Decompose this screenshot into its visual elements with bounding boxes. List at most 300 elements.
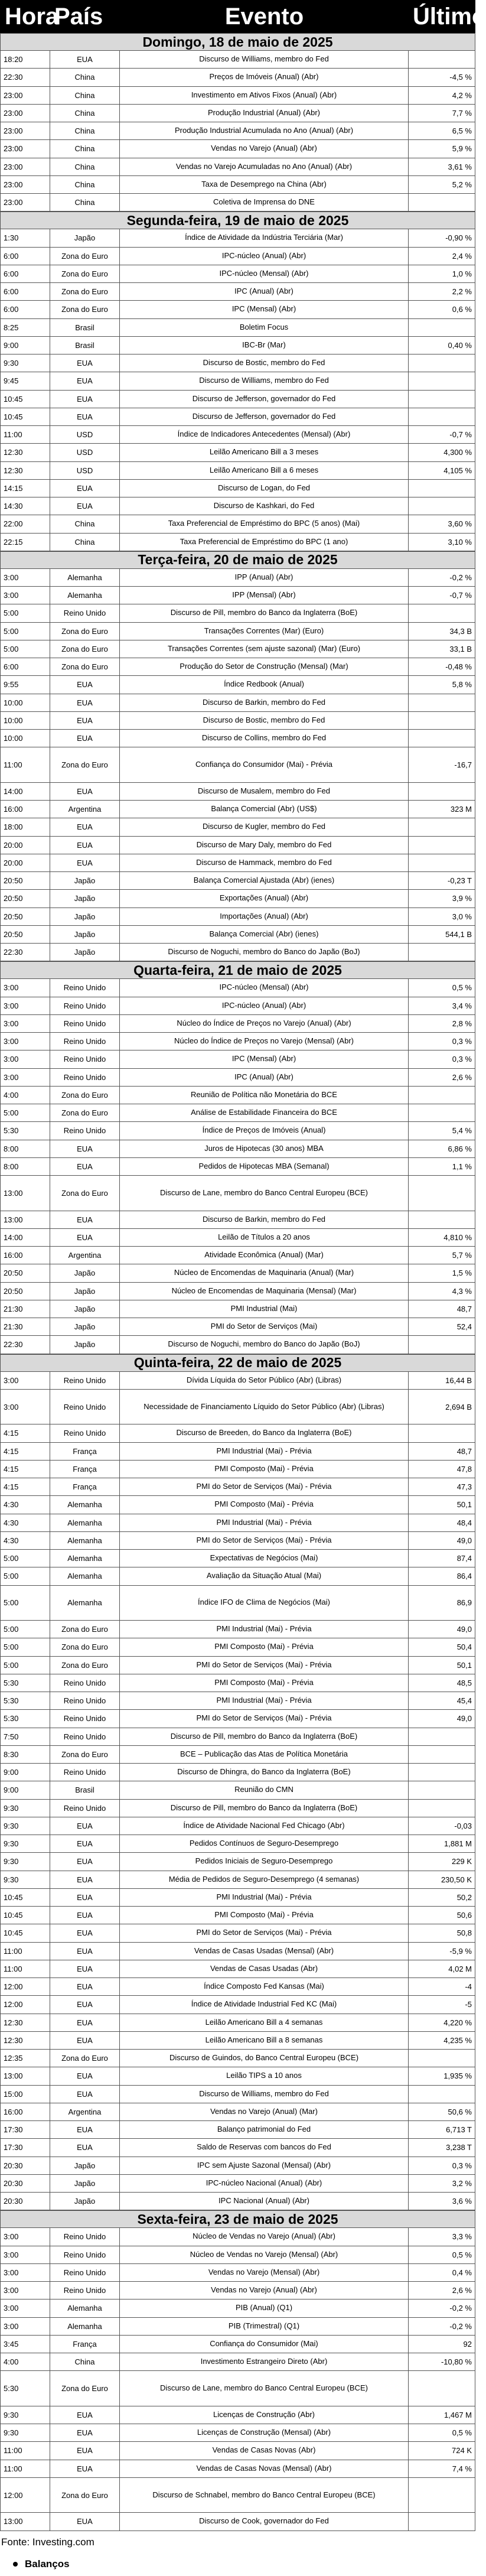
table-row <box>0 2246 475 2264</box>
event-time: 9:00 <box>1 337 50 354</box>
event-last-value: -0,2 % <box>449 2321 472 2331</box>
event-name: Núcleo de Vendas no Varejo (Anual) (Abr) <box>120 2228 409 2245</box>
event-last-value: 3,61 % <box>448 162 472 171</box>
event-time: 5:30 <box>1 1674 50 1692</box>
event-last-value: 0,4 % <box>452 2268 472 2277</box>
event-country: Reino Unido <box>50 1122 120 1139</box>
event-country: Zona do Euro <box>50 640 120 658</box>
event-last-value: 49,0 <box>456 1714 472 1723</box>
event-last-value: 50,1 <box>456 1660 472 1670</box>
event-country: EUA <box>50 1853 120 1870</box>
event-time: 10:45 <box>1 1889 50 1906</box>
event-name: Licenças de Construção (Mensal) (Abr) <box>120 2424 409 2441</box>
event-time: 11:00 <box>1 426 50 443</box>
event-time: 3:00 <box>1 2264 50 2281</box>
event-name: Discurso de Pill, membro do Banco da Inglaterra (BoE) <box>120 1728 409 1745</box>
table-row <box>0 2228 475 2246</box>
event-name: IPP (Anual) (Abr) <box>120 569 409 586</box>
event-name: IPC-núcleo (Mensal) (Abr) <box>120 265 409 282</box>
table-row <box>0 2318 475 2336</box>
event-country: EUA <box>50 51 120 68</box>
event-country: China <box>50 194 120 211</box>
event-name: PMI Industrial (Mai) - Prévia <box>120 1692 409 1709</box>
event-last-value: 2,6 % <box>452 2286 472 2295</box>
event-country: EUA <box>50 408 120 425</box>
event-country: Japão <box>50 2175 120 2192</box>
event-time: 5:00 <box>1 1104 50 1121</box>
event-time: 9:00 <box>1 1764 50 1781</box>
event-last-value <box>409 1104 475 1121</box>
event-time: 20:50 <box>1 1264 50 1282</box>
event-time: 9:30 <box>1 354 50 372</box>
day-heading: Domingo, 18 de maio de 2025 <box>0 33 475 51</box>
event-time: 4:30 <box>1 1514 50 1531</box>
event-country: Zona do Euro <box>50 283 120 300</box>
event-last-value: 724 K <box>452 2446 472 2455</box>
table-row <box>0 1336 475 1354</box>
event-last-value <box>409 1800 475 1817</box>
event-name: Discurso de Jefferson, governador do Fed <box>120 391 409 408</box>
table-row <box>0 997 475 1015</box>
event-country: EUA <box>50 1924 120 1941</box>
event-last-value: 5,7 % <box>452 1251 472 1260</box>
event-name: Balança Comercial Ajustada (Abr) (ienes) <box>120 872 409 889</box>
event-country: EUA <box>50 2067 120 2084</box>
event-country: Japão <box>50 908 120 925</box>
event-name: Discurso de Logan, do Fed <box>120 480 409 497</box>
table-row <box>0 176 475 194</box>
event-time: 9:30 <box>1 1800 50 1817</box>
table-row <box>0 1674 475 1692</box>
event-country: Zona do Euro <box>50 1746 120 1763</box>
event-last-value: 50,8 <box>456 1928 472 1938</box>
event-last-value <box>409 1176 475 1211</box>
event-name: Expectativas de Negócios (Mai) <box>120 1550 409 1567</box>
event-time: 8:00 <box>1 1140 50 1157</box>
event-country: Brasil <box>50 319 120 336</box>
event-name: Discurso de Lane, membro do Banco Central Europeu (BCE) <box>120 1176 409 1211</box>
table-row <box>0 1140 475 1158</box>
event-name: Produção do Setor de Construção (Mensal) (Mar) <box>120 658 409 675</box>
event-last-value <box>409 2478 475 2513</box>
table-row <box>0 2103 475 2121</box>
event-name: Boletim Focus <box>120 319 409 336</box>
event-name: Necessidade de Financiamento Líquido do Setor Público (Abr) (Libras) <box>120 1390 409 1424</box>
event-country: Japão <box>50 1318 120 1335</box>
event-name: Índice Redbook (Anual) <box>120 676 409 693</box>
table-row <box>0 1033 475 1050</box>
event-country: Alemanha <box>50 1514 120 1531</box>
event-country: Alemanha <box>50 1550 120 1567</box>
event-country: EUA <box>50 1907 120 1924</box>
event-country: Alemanha <box>50 2318 120 2335</box>
table-row <box>0 1586 475 1621</box>
event-last-value: 2,8 % <box>452 1019 472 1028</box>
event-country: Reino Unido <box>50 1069 120 1086</box>
event-time: 12:00 <box>1 1996 50 2013</box>
event-name: Vendas de Casas Novas (Mensal) (Abr) <box>120 2460 409 2477</box>
event-time: 13:00 <box>1 1176 50 1211</box>
event-last-value: 0,6 % <box>452 305 472 314</box>
event-time: 3:00 <box>1 979 50 996</box>
event-last-value: 323 M <box>450 805 472 814</box>
event-time: 6:00 <box>1 658 50 675</box>
event-time: 5:00 <box>1 604 50 622</box>
event-name: Reunião do CMN <box>120 1781 409 1798</box>
event-name: Discurso de Breeden, do Banco da Inglaterra (BoE) <box>120 1424 409 1442</box>
event-country: Japão <box>50 1264 120 1282</box>
event-country: EUA <box>50 818 120 835</box>
event-time: 22:15 <box>1 534 50 551</box>
event-name: Importações (Anual) (Abr) <box>120 908 409 925</box>
event-last-value: 7,4 % <box>452 2464 472 2473</box>
event-name: Leilão Americano Bill a 6 meses <box>120 462 409 479</box>
event-time: 3:00 <box>1 1069 50 1086</box>
table-row <box>0 979 475 997</box>
event-last-value: 34,3 B <box>449 626 472 636</box>
event-last-value <box>409 818 475 835</box>
event-last-value <box>409 1781 475 1798</box>
event-time: 22:30 <box>1 944 50 961</box>
table-row <box>0 1764 475 1781</box>
event-time: 13:00 <box>1 2067 50 2084</box>
footer <box>0 2535 475 2576</box>
table-row <box>0 337 475 354</box>
event-country: Reino Unido <box>50 1390 120 1424</box>
event-country: Zona do Euro <box>50 248 120 265</box>
event-time: 1:30 <box>1 229 50 246</box>
event-last-value <box>409 2050 475 2067</box>
event-country: França <box>50 1443 120 1460</box>
event-name: Leilão de Títulos a 20 anos <box>120 1229 409 1246</box>
table-row <box>0 1943 475 1960</box>
event-time: 11:00 <box>1 747 50 782</box>
event-time: 12:35 <box>1 2050 50 2067</box>
event-time: 12:30 <box>1 462 50 479</box>
event-time: 3:45 <box>1 2336 50 2353</box>
table-row <box>0 1478 475 1496</box>
event-last-value <box>409 694 475 711</box>
event-time: 9:30 <box>1 1853 50 1870</box>
footer-list-item <box>13 2558 475 2570</box>
event-time: 16:00 <box>1 2103 50 2120</box>
table-row <box>0 747 475 783</box>
event-time: 4:15 <box>1 1443 50 1460</box>
event-time: 6:00 <box>1 301 50 318</box>
event-name: Análise de Estabilidade Financeira do BCE <box>120 1104 409 1121</box>
event-country: Japão <box>50 926 120 943</box>
event-last-value: 1,0 % <box>452 269 472 278</box>
event-name: IPC Nacional (Anual) (Abr) <box>120 2193 409 2210</box>
table-row <box>0 1924 475 1942</box>
calendar-header <box>0 0 486 33</box>
event-name: IPC (Anual) (Abr) <box>120 283 409 300</box>
event-name: IPC (Mensal) (Abr) <box>120 1050 409 1068</box>
event-country: China <box>50 176 120 193</box>
table-row <box>0 497 475 515</box>
event-country: China <box>50 2353 120 2370</box>
event-name: Transações Correntes (sem ajuste sazonal) (Mar) (Euro) <box>120 640 409 658</box>
table-row <box>0 1800 475 1817</box>
table-row <box>0 1247 475 1264</box>
event-name: Vendas no Varejo (Anual) (Abr) <box>120 140 409 157</box>
table-row <box>0 1638 475 1656</box>
event-last-value: 45,4 <box>456 1696 472 1706</box>
event-country: EUA <box>50 730 120 747</box>
event-country: EUA <box>50 2424 120 2441</box>
event-last-value: 48,7 <box>456 1304 472 1313</box>
event-country: China <box>50 140 120 157</box>
event-country: Brasil <box>50 337 120 354</box>
table-row <box>0 837 475 854</box>
event-last-value: 0,3 % <box>452 1037 472 1046</box>
event-time: 8:25 <box>1 319 50 336</box>
table-row <box>0 1050 475 1068</box>
event-country: EUA <box>50 372 120 389</box>
table-row <box>0 462 475 480</box>
table-row <box>0 1390 475 1425</box>
event-name: Vendas de Casas Novas (Abr) <box>120 2442 409 2459</box>
event-last-value <box>409 480 475 497</box>
event-last-value: 4,810 % <box>443 1232 472 1242</box>
event-time: 3:00 <box>1 2282 50 2299</box>
table-row <box>0 623 475 640</box>
table-row <box>0 1550 475 1567</box>
event-country: Zona do Euro <box>50 1176 120 1211</box>
event-country: Zona do Euro <box>50 747 120 782</box>
event-country: China <box>50 515 120 532</box>
event-last-value <box>409 783 475 800</box>
event-name: Reunião de Política não Monetária do BCE <box>120 1087 409 1104</box>
event-last-value <box>409 1764 475 1781</box>
event-time: 9:55 <box>1 676 50 693</box>
event-name: Juros de Hipotecas (30 anos) MBA <box>120 1140 409 1157</box>
event-time: 14:00 <box>1 1229 50 1246</box>
event-time: 13:00 <box>1 1211 50 1228</box>
event-country: Japão <box>50 890 120 907</box>
event-name: Discurso de Kashkari, do Fed <box>120 497 409 515</box>
event-name: PMI Composto (Mai) - Prévia <box>120 1907 409 1924</box>
event-country: China <box>50 534 120 551</box>
event-name: Discurso de Williams, membro do Fed <box>120 51 409 68</box>
event-last-value: -0,03 <box>454 1821 472 1830</box>
event-country: EUA <box>50 391 120 408</box>
event-last-value: 6,713 T <box>446 2125 472 2135</box>
event-time: 3:00 <box>1 997 50 1014</box>
event-last-value: -0,7 % <box>449 430 472 440</box>
event-time: 7:50 <box>1 1728 50 1745</box>
table-row <box>0 676 475 694</box>
table-row <box>0 2282 475 2299</box>
event-last-value: 50,4 <box>456 1642 472 1652</box>
event-country: Argentina <box>50 1247 120 1264</box>
event-last-value: 49,0 <box>456 1536 472 1545</box>
event-name: Discurso de Pill, membro do Banco da Inglaterra (BoE) <box>120 1800 409 1817</box>
event-last-value: 5,2 % <box>452 180 472 189</box>
event-country: EUA <box>50 2032 120 2049</box>
event-name: Discurso de Hammack, membro do Fed <box>120 854 409 871</box>
table-row <box>0 87 475 105</box>
event-time: 17:30 <box>1 2121 50 2138</box>
table-row <box>0 783 475 801</box>
event-time: 5:00 <box>1 640 50 658</box>
table-row <box>0 1264 475 1282</box>
table-row <box>0 1532 475 1550</box>
event-last-value: 4,02 M <box>448 1964 472 1973</box>
event-country: China <box>50 87 120 104</box>
event-last-value: 92 <box>463 2339 472 2349</box>
event-name: Discurso de Collins, membro do Fed <box>120 730 409 747</box>
event-name: Discurso de Barkin, membro do Fed <box>120 694 409 711</box>
table-row <box>0 229 475 247</box>
event-country: China <box>50 105 120 122</box>
event-country: EUA <box>50 354 120 372</box>
table-row <box>0 712 475 730</box>
event-name: Leilão Americano Bill a 4 semanas <box>120 2014 409 2031</box>
table-row <box>0 587 475 604</box>
table-row <box>0 2157 475 2175</box>
event-time: 18:00 <box>1 818 50 835</box>
event-country: Reino Unido <box>50 1050 120 1068</box>
event-time: 11:00 <box>1 1960 50 1977</box>
event-country: Reino Unido <box>50 1033 120 1050</box>
event-last-value: 1,935 % <box>443 2071 472 2081</box>
event-country: Zona do Euro <box>50 301 120 318</box>
event-country: Alemanha <box>50 1496 120 1513</box>
event-name: Vendas de Casas Usadas (Mensal) (Abr) <box>120 1943 409 1960</box>
table-row <box>0 1871 475 1889</box>
event-last-value: 1,5 % <box>452 1269 472 1278</box>
event-last-value: -4,5 % <box>449 73 472 82</box>
event-name: Discurso de Noguchi, membro do Banco do Japão (BoJ) <box>120 944 409 961</box>
table-row <box>0 480 475 497</box>
event-country: EUA <box>50 2442 120 2459</box>
event-name: Confiança do Consumidor (Mai) <box>120 2336 409 2353</box>
header-time: Hora <box>5 3 59 30</box>
event-name: Discurso de Bostic, membro do Fed <box>120 354 409 372</box>
table-row <box>0 1122 475 1140</box>
event-country: EUA <box>50 2014 120 2031</box>
event-country: EUA <box>50 1211 120 1228</box>
event-last-value <box>409 1211 475 1228</box>
event-country: Reino Unido <box>50 1372 120 1389</box>
table-row <box>0 818 475 836</box>
event-name: Balanço patrimonial do Fed <box>120 2121 409 2138</box>
header-country: País <box>54 3 103 30</box>
event-country: Reino Unido <box>50 1764 120 1781</box>
event-name: Índice de Atividade da Indústria Terciária (Mar) <box>120 229 409 246</box>
event-country: Zona do Euro <box>50 1638 120 1655</box>
table-row <box>0 2193 475 2210</box>
event-country: EUA <box>50 1871 120 1888</box>
table-row <box>0 1996 475 2014</box>
event-name: Discurso de Jefferson, governador do Fed <box>120 408 409 425</box>
event-last-value <box>409 1728 475 1745</box>
event-country: Zona do Euro <box>50 623 120 640</box>
event-last-value <box>409 354 475 372</box>
event-time: 4:00 <box>1 2353 50 2370</box>
event-country: Zona do Euro <box>50 2478 120 2513</box>
event-name: Exportações (Anual) (Abr) <box>120 890 409 907</box>
event-last-value: 16,44 B <box>445 1375 472 1385</box>
event-time: 8:00 <box>1 1158 50 1175</box>
event-country: Reino Unido <box>50 1800 120 1817</box>
event-last-value: 48,5 <box>456 1678 472 1687</box>
table-row <box>0 2336 475 2353</box>
table-row <box>0 801 475 818</box>
event-time: 10:45 <box>1 391 50 408</box>
event-name: PMI Industrial (Mai) - Prévia <box>120 1514 409 1531</box>
table-row <box>0 2050 475 2067</box>
event-time: 5:30 <box>1 1710 50 1727</box>
event-last-value: 52,4 <box>456 1322 472 1332</box>
event-time: 22:00 <box>1 515 50 532</box>
event-name: Leilão Americano Bill a 8 semanas <box>120 2032 409 2049</box>
event-last-value: 3,2 % <box>452 2178 472 2188</box>
table-row <box>0 640 475 658</box>
table-row <box>0 444 475 461</box>
event-country: Reino Unido <box>50 997 120 1014</box>
event-time: 6:00 <box>1 265 50 282</box>
event-country: Reino Unido <box>50 2228 120 2245</box>
event-last-value <box>409 1424 475 1442</box>
event-time: 23:00 <box>1 194 50 211</box>
table-row <box>0 51 475 69</box>
event-last-value: 0,5 % <box>452 983 472 993</box>
event-time: 14:00 <box>1 783 50 800</box>
event-name: IPC (Mensal) (Abr) <box>120 301 409 318</box>
event-last-value <box>409 51 475 68</box>
event-time: 5:00 <box>1 1621 50 1638</box>
table-row <box>0 1853 475 1871</box>
event-name: Discurso de Dhingra, do Banco da Inglaterra (BoE) <box>120 1764 409 1781</box>
table-row <box>0 730 475 747</box>
table-row <box>0 515 475 533</box>
event-time: 11:00 <box>1 2460 50 2477</box>
table-row <box>0 301 475 318</box>
table-row <box>0 2264 475 2282</box>
event-name: Índice de Preços de Imóveis (Anual) <box>120 1122 409 1139</box>
table-row <box>0 604 475 622</box>
event-last-value: 48,7 <box>456 1446 472 1456</box>
event-last-value: 3,3 % <box>452 2232 472 2242</box>
event-country: EUA <box>50 1996 120 2013</box>
table-row <box>0 569 475 587</box>
event-name: Taxa de Desemprego na China (Abr) <box>120 176 409 193</box>
table-row <box>0 1211 475 1229</box>
event-last-value: 6,5 % <box>452 126 472 136</box>
event-last-value: 5,4 % <box>452 1126 472 1136</box>
event-name: PMI do Setor de Serviços (Mai) - Prévia <box>120 1924 409 1941</box>
event-name: Vendas no Varejo (Anual) (Mar) <box>120 2103 409 2120</box>
event-time: 3:00 <box>1 2299 50 2317</box>
event-time: 3:00 <box>1 1372 50 1389</box>
event-last-value: 0,3 % <box>452 2161 472 2170</box>
event-time: 4:15 <box>1 1424 50 1442</box>
event-name: Núcleo de Encomendas de Maquinaria (Mensal) (Mar) <box>120 1283 409 1300</box>
event-last-value: 3,4 % <box>452 1001 472 1010</box>
event-country: Japão <box>50 1336 120 1353</box>
event-country: Japão <box>50 2193 120 2210</box>
event-name: Discurso de Barkin, membro do Fed <box>120 1211 409 1228</box>
event-last-value: 48,4 <box>456 1518 472 1527</box>
event-last-value <box>409 408 475 425</box>
table-row <box>0 1424 475 1442</box>
event-time: 4:00 <box>1 1087 50 1104</box>
event-time: 18:20 <box>1 51 50 68</box>
event-name: Balança Comercial (Abr) (US$) <box>120 801 409 818</box>
table-row <box>0 2032 475 2050</box>
